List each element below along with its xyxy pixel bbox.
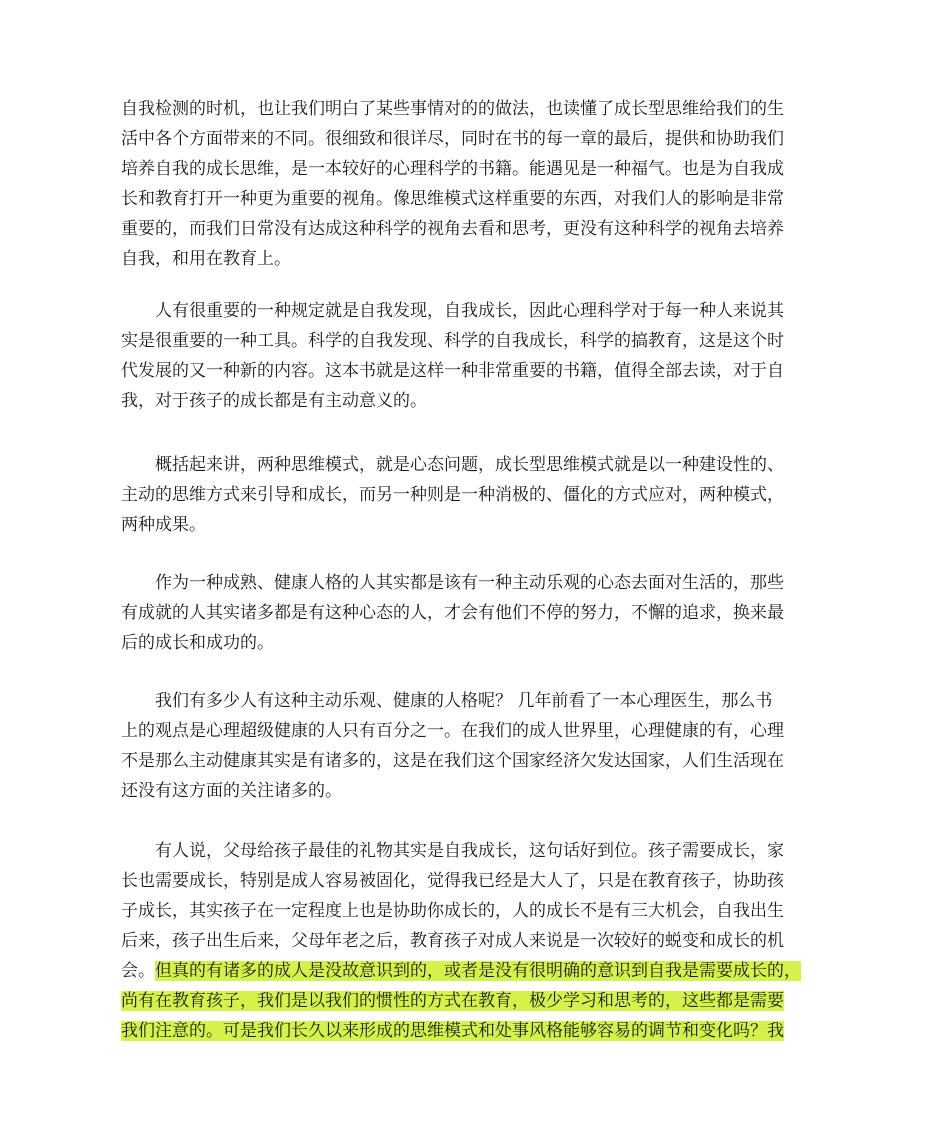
paragraph-5 <box>121 686 836 806</box>
text-segment: 会。 <box>121 961 155 981</box>
paragraph-1 <box>121 94 836 274</box>
text-segment: 作为一种成熟、健康人格的人其实都是该有一种主动乐观的心态去面对生活的，那些 <box>121 573 784 593</box>
text-line <box>121 356 836 386</box>
text-segment: 子成长，其实孩子在一定程度上也是协助你成长的，人的成长不是有三大机会，自我出生 <box>121 901 784 921</box>
text-segment: 两种成果。 <box>121 515 206 535</box>
text-line <box>121 480 836 510</box>
text-line <box>121 716 836 746</box>
text-line <box>121 386 836 416</box>
text-line <box>121 896 836 926</box>
text-line <box>121 926 836 956</box>
text-line <box>121 628 836 658</box>
text-segment: 活中各个方面带来的不同。很细致和很详尽，同时在书的每一章的最后，提供和协助我们 <box>121 129 784 149</box>
text-segment: 还没有这方面的关注诸多的。 <box>121 781 342 801</box>
paragraph-4 <box>121 568 836 658</box>
text-line <box>121 598 836 628</box>
text-segment: 自我，和用在教育上。 <box>121 249 291 269</box>
text-segment: 概括起来讲，两种思维模式，就是心态问题，成长型思维模式就是以一种建设性的、 <box>121 455 784 475</box>
text-line <box>121 94 836 124</box>
text-line <box>121 184 836 214</box>
text-line <box>121 124 836 154</box>
text-segment: 自我检测的时机，也让我们明白了某些事情对的的做法，也读懂了成长型思维给我们的生 <box>121 99 784 119</box>
text-line <box>121 686 836 716</box>
highlighted-text: 我们注意的。可是我们长久以来形成的思维模式和处事风格能够容易的调节和变化吗？我 <box>121 1021 784 1041</box>
text-line <box>121 296 836 326</box>
highlighted-text: 尚有在教育孩子，我们是以我们的惯性的方式在教育，极少学习和思考的，这些都是需要 <box>121 991 784 1011</box>
text-line <box>121 986 836 1016</box>
text-line <box>121 450 836 480</box>
text-segment: 我们有多少人有这种主动乐观、健康的人格呢？ 几年前看了一本心理医生，那么书 <box>121 691 773 711</box>
text-segment: 不是那么主动健康其实是有诸多的，这是在我们这个国家经济欠发达国家，人们生活现在 <box>121 751 784 771</box>
text-line <box>121 746 836 776</box>
text-segment: 我，对于孩子的成长都是有主动意义的。 <box>121 391 427 411</box>
text-segment: 有成就的人其实诸多都是有这种心态的人，才会有他们不停的努力，不懈的追求，换来最 <box>121 603 784 623</box>
text-segment: 上的观点是心理超级健康的人只有百分之一。在我们的成人世界里，心理健康的有，心理 <box>121 721 784 741</box>
text-segment: 有人说，父母给孩子最佳的礼物其实是自我成长，这句话好到位。孩子需要成长，家 <box>121 841 784 861</box>
paragraph-6 <box>121 836 836 1046</box>
text-segment: 实是很重要的一种工具。科学的自我发现、科学的自我成长，科学的搞教育，这是这个时 <box>121 331 784 351</box>
text-line <box>121 510 836 540</box>
paragraph-3 <box>121 450 836 540</box>
text-line <box>121 214 836 244</box>
text-line <box>121 866 836 896</box>
text-segment: 人有很重要的一种规定就是自我发现，自我成长，因此心理科学对于每一种人来说其 <box>121 301 784 321</box>
highlighted-text: 但真的有诸多的成人是没故意识到的，或者是没有很明确的意识到自我是需要成长的， <box>155 961 801 981</box>
text-line <box>121 326 836 356</box>
text-segment: 后来，孩子出生后来，父母年老之后，教育孩子对成人来说是一次较好的蜕变和成长的机 <box>121 931 784 951</box>
text-line <box>121 956 836 986</box>
text-line <box>121 568 836 598</box>
text-segment: 长也需要成长，特别是成人容易被固化，觉得我已经是大人了，只是在教育孩子，协助孩 <box>121 871 784 891</box>
paragraph-2 <box>121 296 836 416</box>
text-segment: 长和教育打开一种更为重要的视角。像思维模式这样重要的东西，对我们人的影响是非常 <box>121 189 784 209</box>
text-line <box>121 836 836 866</box>
text-segment: 后的成长和成功的。 <box>121 633 274 653</box>
text-segment: 培养自我的成长思维，是一本较好的心理科学的书籍。能遇见是一种福气。也是为自我成 <box>121 159 784 179</box>
text-segment: 主动的思维方式来引导和成长，而另一种则是一种消极的、僵化的方式应对，两种模式， <box>121 485 784 505</box>
text-line <box>121 1016 836 1046</box>
text-line <box>121 244 836 274</box>
text-segment: 代发展的又一种新的内容。这本书就是这样一种非常重要的书籍，值得全部去读，对于自 <box>121 361 784 381</box>
text-segment: 重要的，而我们日常没有达成这种科学的视角去看和思考，更没有这种科学的视角去培养 <box>121 219 784 239</box>
text-line <box>121 154 836 184</box>
text-line <box>121 776 836 806</box>
